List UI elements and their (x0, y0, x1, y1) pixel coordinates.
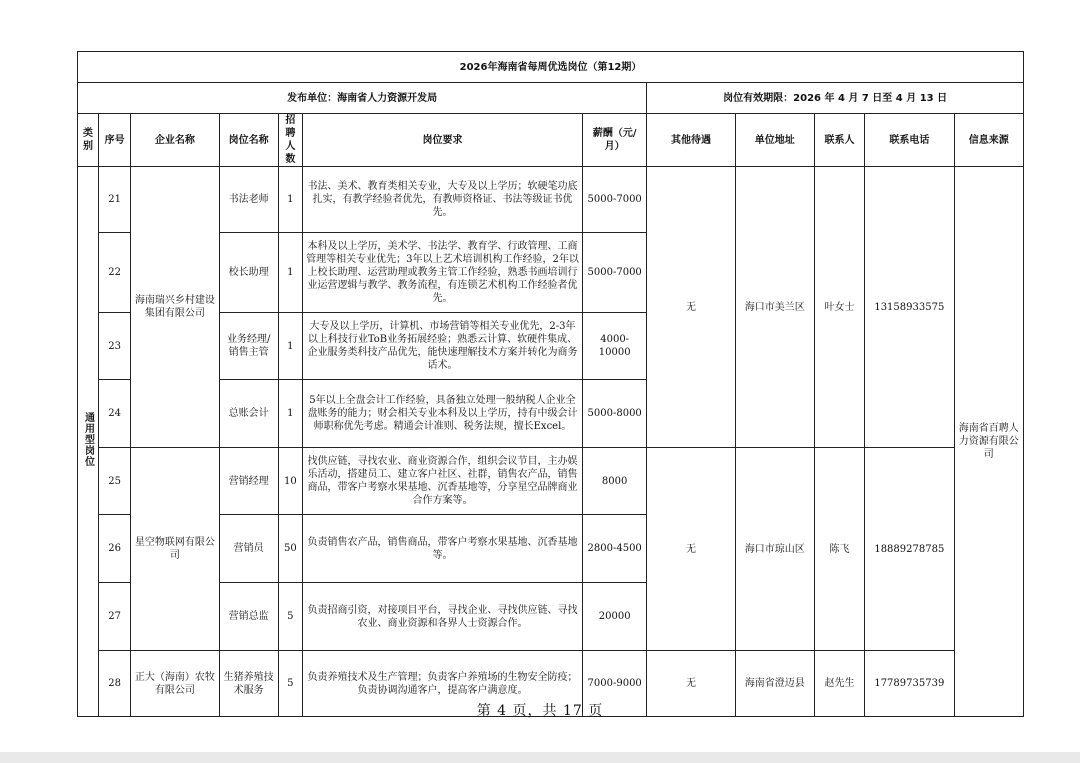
seq-cell: 23 (99, 313, 131, 380)
seq-cell: 22 (99, 233, 131, 313)
benefits-cell: 无 (647, 448, 735, 651)
salary-cell: 4000-10000 (583, 313, 647, 380)
headcount-cell: 5 (278, 583, 302, 651)
salary-cell: 20000 (583, 583, 647, 651)
seq-cell: 26 (99, 515, 131, 583)
salary-cell: 5000-8000 (583, 380, 647, 448)
address-cell: 海南省澄迈县 (735, 651, 814, 717)
header-headcount: 招聘人数 (278, 114, 302, 167)
seq-cell: 25 (99, 448, 131, 515)
requirements-cell: 找供应链，寻找农业、商业资源合作，组织会议节目，主办娱乐活动，搭建员工、建立客户社区、社群，销售农产品，销售商品，带客户考察水果基地、沉香基地等，分享星空品牌商业合作方案等。 (302, 448, 582, 515)
phone-cell: 13158933575 (865, 167, 954, 448)
benefits-cell: 无 (647, 167, 735, 448)
requirements-cell: 负责销售农产品，销售商品，带客户考察水果基地、沉香基地等。 (302, 515, 582, 583)
seq-cell: 24 (99, 380, 131, 448)
requirements-cell: 大专及以上学历，计算机、市场营销等相关专业优先，2-3年以上科技行业ToB业务拓展经验；熟悉云计算、软硬件集成、企业服务类科技产品优先，能快速理解技术方案并转化为商务话术。 (302, 313, 582, 380)
headcount-cell: 50 (278, 515, 302, 583)
phone-cell: 17789735739 (865, 651, 954, 717)
position-cell: 校长助理 (219, 233, 278, 313)
headcount-cell: 1 (278, 313, 302, 380)
header-requirements: 岗位要求 (302, 114, 582, 167)
header-company: 企业名称 (131, 114, 219, 167)
requirements-cell: 负责养殖技术及生产管理；负责客户养殖场的生物安全防疫；负责协调沟通客户，提高客户满意度。 (302, 651, 582, 717)
seq-cell: 27 (99, 583, 131, 651)
header-seq: 序号 (99, 114, 131, 167)
headcount-cell: 5 (278, 651, 302, 717)
position-cell: 业务经理/销售主管 (219, 313, 278, 380)
category-cell (78, 167, 99, 717)
requirements-cell: 本科及以上学历，美术学、书法学、教育学、行政管理、工商管理等相关专业优先；3年以上艺术培训机构工作经验，2年以上校长助理、运营助理或教务主管工作经验，熟悉书画培训行业运营逻辑与教学、教务流程，有连锁艺术机构工作经验者优先。 (302, 233, 582, 313)
position-cell: 生猪养殖技术服务 (219, 651, 278, 717)
position-cell: 营销总监 (219, 583, 278, 651)
requirements-cell: 负责招商引资，对接项目平台，寻找企业、寻找供应链、寻找农业、商业资源和各界人士资源合作。 (302, 583, 582, 651)
headcount-cell: 1 (278, 167, 302, 233)
header-benefits: 其他待遇 (647, 114, 735, 167)
company-cell: 星空物联网有限公司 (131, 448, 219, 651)
position-cell: 营销员 (219, 515, 278, 583)
seq-cell: 28 (99, 651, 131, 717)
salary-cell: 8000 (583, 448, 647, 515)
requirements-cell: 书法、美术、教育类相关专业，大专及以上学历；软硬笔功底扎实，有教学经验者优先，有教师资格证、书法等级证书优先。 (302, 167, 582, 233)
job-listing-table (77, 51, 1024, 717)
benefits-cell: 无 (647, 651, 735, 717)
seq-cell: 21 (99, 167, 131, 233)
salary-cell: 5000-7000 (583, 233, 647, 313)
company-cell: 海南瑞兴乡村建设集团有限公司 (131, 167, 219, 448)
contact-cell: 陈飞 (814, 448, 864, 651)
position-cell: 营销经理 (219, 448, 278, 515)
salary-cell: 7000-9000 (583, 651, 647, 717)
document-title: 2026年海南省每周优选岗位（第12期） (78, 52, 1024, 83)
address-cell: 海口市美兰区 (735, 167, 814, 448)
salary-cell: 5000-7000 (583, 167, 647, 233)
salary-cell: 2800-4500 (583, 515, 647, 583)
headcount-cell: 1 (278, 380, 302, 448)
job-table-sheet (77, 51, 1024, 717)
headcount-cell: 1 (278, 233, 302, 313)
publisher-label: 发布单位：海南省人力资源开发局 (78, 83, 647, 114)
contact-cell: 赵先生 (814, 651, 864, 717)
header-source: 信息来源 (954, 114, 1023, 167)
table-row (78, 448, 1024, 515)
page-number: 第 4 页，共 17 页 (476, 703, 604, 719)
header-phone: 联系电话 (865, 114, 954, 167)
position-cell: 总账会计 (219, 380, 278, 448)
position-cell: 书法老师 (219, 167, 278, 233)
header-category: 类别 (78, 114, 99, 167)
category-label: 通用型岗位 (82, 412, 94, 467)
table-row (78, 167, 1024, 233)
header-address: 单位地址 (735, 114, 814, 167)
company-cell: 正大（海南）农牧有限公司 (131, 651, 219, 717)
phone-cell: 18889278785 (865, 448, 954, 651)
requirements-cell: 5年以上全盘会计工作经验，具备独立处理一般纳税人企业全盘账务的能力；财会相关专业本科及以上学历，持有中级会计师职称优先考虑。精通会计准则、税务法规，擅长Excel。 (302, 380, 582, 448)
contact-cell: 叶女士 (814, 167, 864, 448)
headcount-cell: 10 (278, 448, 302, 515)
header-contact: 联系人 (814, 114, 864, 167)
validity-period: 岗位有效期限：2026 年 4 月 7 日至 4 月 13 日 (647, 83, 1024, 114)
header-salary: 薪酬（元/月） (583, 114, 647, 167)
source-cell: 海南省百聘人力资源有限公司 (954, 167, 1023, 717)
header-position: 岗位名称 (219, 114, 278, 167)
bottom-scroll-area (0, 752, 1080, 763)
address-cell: 海口市琼山区 (735, 448, 814, 651)
